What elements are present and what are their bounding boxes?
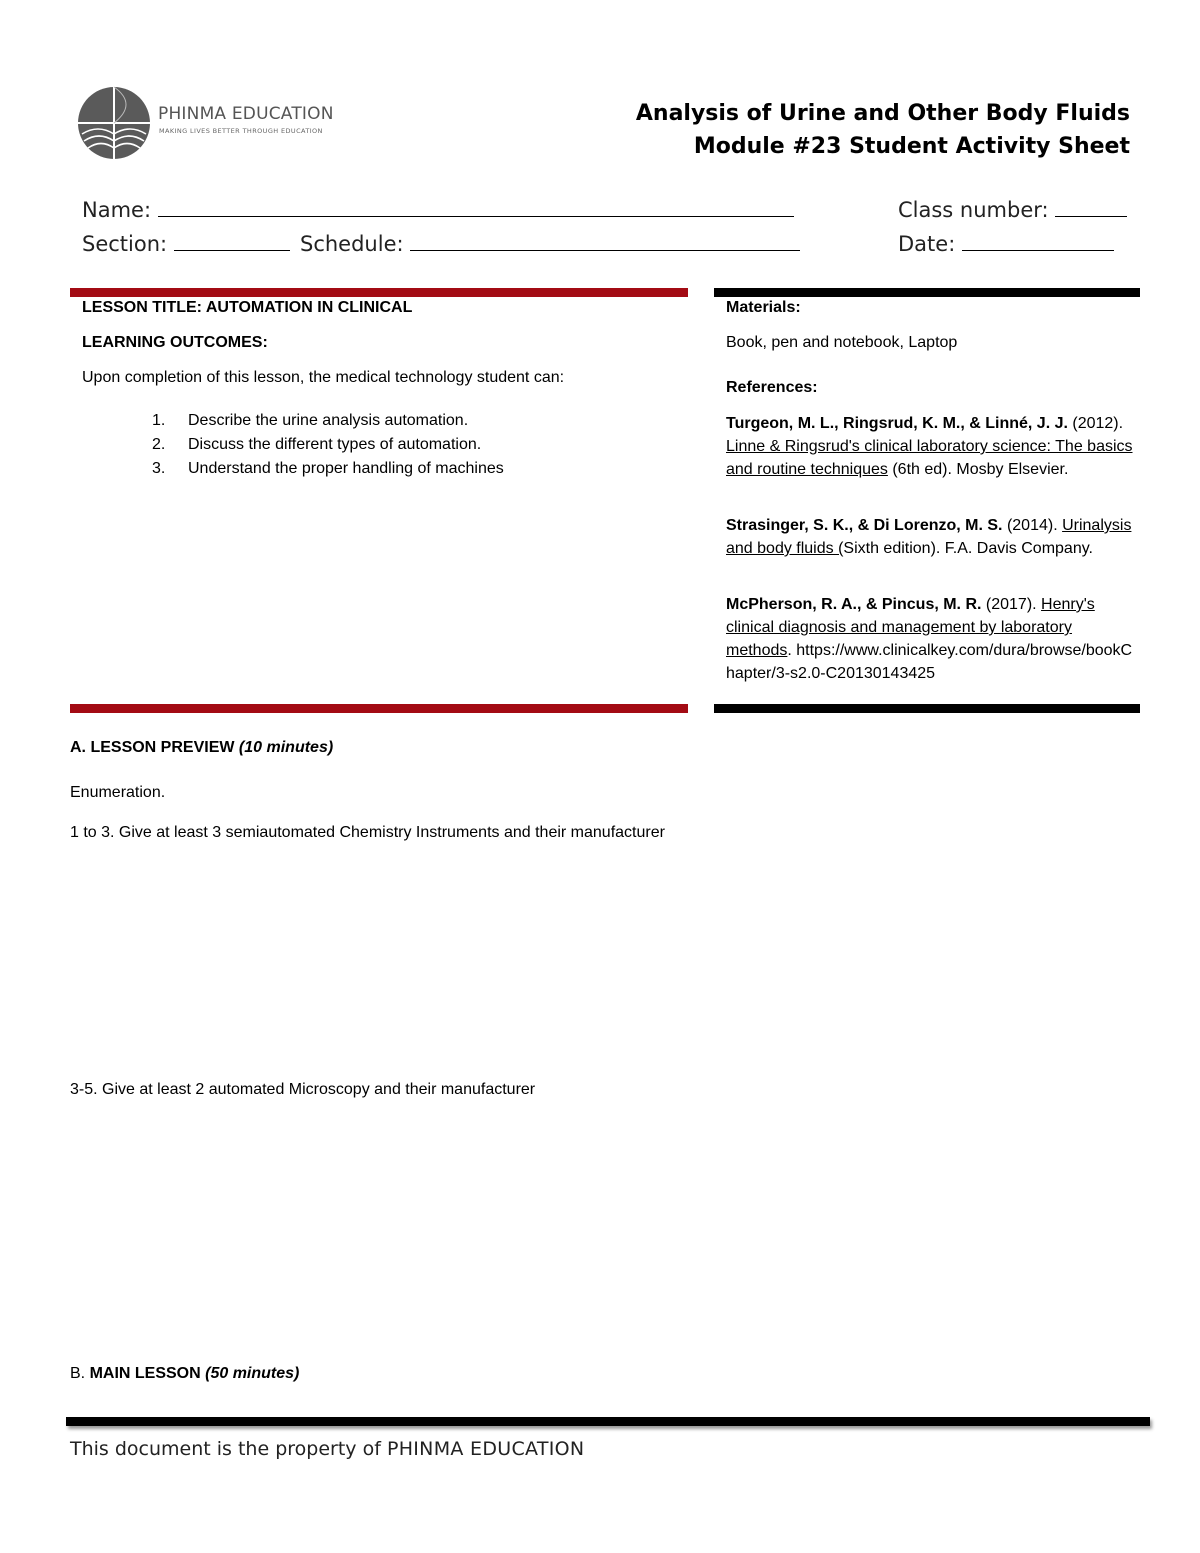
schedule-field[interactable] xyxy=(300,232,800,256)
footer-text: This document is the property of PHINMA EDUCATION xyxy=(70,1438,585,1460)
schedule-label: Schedule: xyxy=(300,232,404,256)
section-blank[interactable] xyxy=(174,232,290,251)
logo-name: PHINMA EDUCATION xyxy=(158,104,334,124)
outcome-item: 3. Understand the proper handling of machines xyxy=(152,460,504,477)
section-b-heading: B. MAIN LESSON (50 minutes) xyxy=(70,1365,300,1382)
references-heading: References: xyxy=(726,379,818,396)
footer-divider xyxy=(66,1417,1150,1426)
schedule-blank[interactable] xyxy=(410,232,800,251)
name-label: Name: xyxy=(82,198,152,222)
date-blank[interactable] xyxy=(962,232,1114,251)
learning-outcomes-heading: LEARNING OUTCOMES: xyxy=(82,334,268,351)
enumeration-label: Enumeration. xyxy=(70,784,166,801)
question-3-5: 3-5. Give at least 2 automated Microscopy and their manufacturer xyxy=(70,1081,536,1098)
reference-item: Strasinger, S. K., & Di Lorenzo, M. S. (2014). Urinalysis and body fluids (Sixth edition). F.A. Davis Company. xyxy=(726,517,1132,557)
materials-text: Book, pen and notebook, Laptop xyxy=(726,334,958,351)
lesson-title: LESSON TITLE: AUTOMATION IN CLINICAL xyxy=(82,299,413,316)
module-title: Module #23 Student Activity Sheet xyxy=(693,134,1130,159)
outcomes-list xyxy=(152,409,672,481)
section-a-heading: A. LESSON PREVIEW (10 minutes) xyxy=(70,739,334,756)
question-1-3: 1 to 3. Give at least 3 semiautomated Chemistry Instruments and their manufacturer xyxy=(70,824,665,841)
outcome-item: 1. Describe the urine analysis automation. xyxy=(152,412,469,429)
class-number-field[interactable] xyxy=(898,198,1127,222)
name-blank[interactable] xyxy=(158,198,794,217)
outcomes-intro: Upon completion of this lesson, the medical technology student can: xyxy=(82,369,565,386)
materials-box-top-bar xyxy=(714,288,1140,297)
section-label: Section: xyxy=(82,232,168,256)
lesson-box-top-bar xyxy=(70,288,688,297)
class-number-label: Class number: xyxy=(898,198,1049,222)
class-number-blank[interactable] xyxy=(1055,198,1127,217)
reference-title-link[interactable]: Linne & Ringsrud's clinical laboratory science: The basics and routine techniques xyxy=(726,438,1133,478)
reference-title-link[interactable]: Urinalysis and body fluids ( xyxy=(726,517,1132,557)
date-field[interactable] xyxy=(898,232,1114,256)
footer-brand: PHINMA EDUCATION xyxy=(386,1438,585,1460)
reference-item: McPherson, R. A., & Pincus, M. R. (2017). Henry's clinical diagnosis and management by laboratory methods. https://www.clinicalkey.com/dura/browse/bookChapter/3-s2.0-C20130143425 xyxy=(726,596,1133,682)
logo-tagline: MAKING LIVES BETTER THROUGH EDUCATION xyxy=(159,127,323,135)
section-field[interactable] xyxy=(82,232,290,256)
course-title: Analysis of Urine and Other Body Fluids xyxy=(635,101,1130,126)
materials-heading: Materials: xyxy=(726,299,801,316)
phinma-globe-book-icon xyxy=(74,84,154,162)
outcome-item: 2. Discuss the different types of automation. xyxy=(152,436,482,453)
reference-item: Turgeon, M. L., Ringsrud, K. M., & Linné, J. J. (2012). Linne & Ringsrud's clinical laboratory science: The basics and routine techniques (6th ed). Mosby Elsevier. xyxy=(726,415,1133,478)
materials-box-bottom-bar xyxy=(714,704,1140,713)
lesson-box-bottom-bar xyxy=(70,704,688,713)
name-field[interactable] xyxy=(82,198,794,222)
reference-title-link[interactable]: Henry's clinical diagnosis and management by laboratory methods xyxy=(726,596,1095,659)
date-label: Date: xyxy=(898,232,956,256)
